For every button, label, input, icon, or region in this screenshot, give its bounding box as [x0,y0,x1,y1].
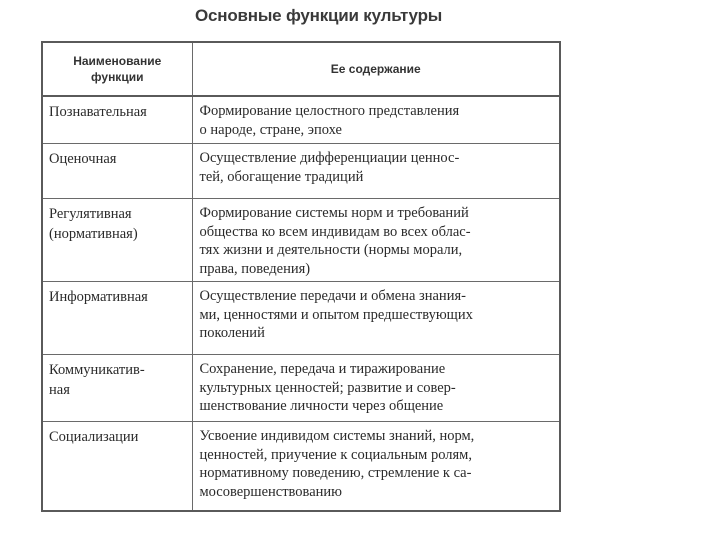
function-description-cell [192,96,560,144]
header-name-label: Наименование функции [73,54,162,84]
function-name-cell [42,199,192,282]
function-description-cell [192,199,560,282]
function-name: Регулятивная (нормативная) [49,206,138,242]
table-row [42,144,560,199]
header-row [42,42,560,96]
function-description-cell [192,144,560,199]
function-name: Познавательная [49,104,147,120]
function-description: Осуществление передачи и обмена знания- ми, ценностями и опытом предшествующих поколений [199,288,473,341]
function-name: Оценочная [49,151,117,167]
function-name-cell [42,282,192,355]
table-row [42,96,560,144]
table-header [42,42,560,96]
function-description: Осуществление дифференциации ценнос- тей, обогащение традиций [199,150,460,185]
page-title: Основные функции культуры [195,6,443,25]
function-name: Коммуникатив- ная [49,362,145,398]
function-name-cell [42,96,192,144]
function-description: Формирование системы норм и требований общества ко всем индивидам во всех облас- тях жизни и деятельности (нормы морали, права, поведения) [199,205,471,277]
function-name-cell [42,422,192,512]
header-cell-name [42,42,192,96]
table-body [42,96,560,511]
function-description: Сохранение, передача и тиражирование культурных ценностей; развитие и совер- шенствование личности через общение [199,361,456,414]
function-description-cell [192,422,560,512]
table-row [42,355,560,422]
function-description-cell [192,355,560,422]
header-content-label: Ее содержание [330,62,421,76]
table-row [42,199,560,282]
function-name: Информативная [49,289,148,305]
function-description-cell [192,282,560,355]
header-cell-content [192,42,560,96]
function-name: Социализации [49,429,139,445]
function-description: Формирование целостного представления о народе, стране, эпохе [199,103,460,138]
function-description: Усвоение индивидом системы знаний, норм, ценностей, приучение к социальным ролям, нормативному поведению, стремление к са- мосовершенствованию [199,428,475,500]
culture-functions-table [41,41,561,512]
function-name-cell [42,144,192,199]
table-row [42,282,560,355]
function-name-cell [42,355,192,422]
table-row [42,422,560,512]
